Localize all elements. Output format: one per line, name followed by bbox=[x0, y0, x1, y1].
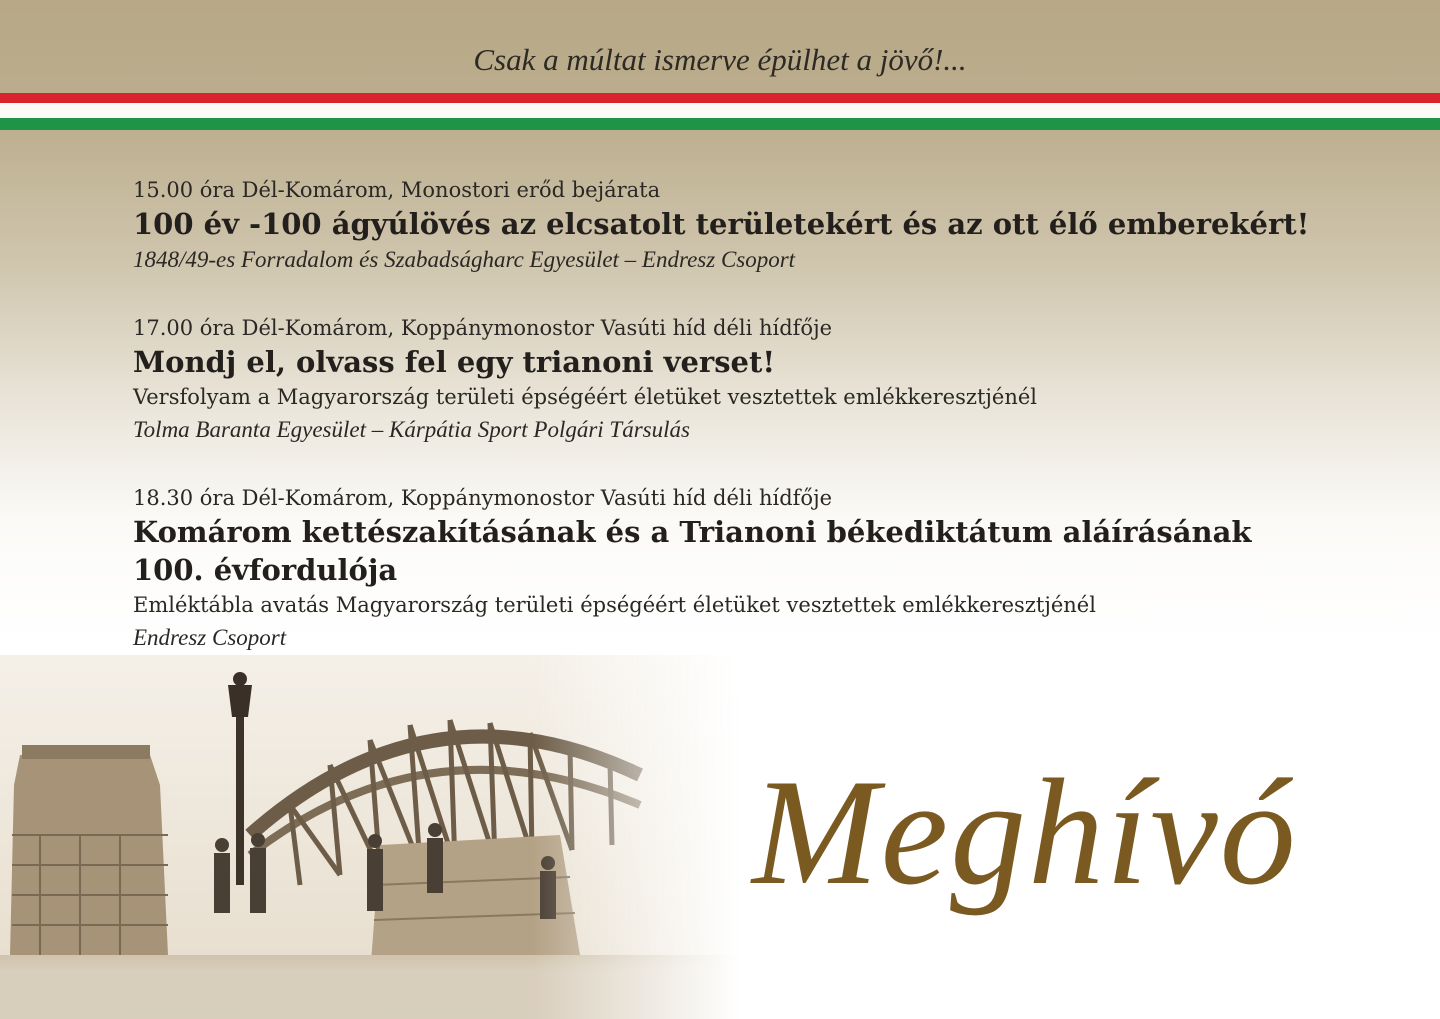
event-organizer: Tolma Baranta Egyesület – Kárpátia Sport Polgári Társulás bbox=[133, 417, 690, 442]
invitation-heading: Meghívó bbox=[752, 748, 1298, 916]
event-title: 100 év -100 ágyúlövés az elcsatolt területekért és az ott élő emberekért! bbox=[133, 207, 1310, 241]
event-time: 17.00 óra Dél-Komárom, Koppánymonostor Vasúti híd déli hídfője bbox=[133, 316, 833, 340]
event-title: Mondj el, olvass fel egy trianoni verset! bbox=[133, 345, 776, 379]
event-title-line-1: Komárom kettészakításának és a Trianoni békediktátum aláírásának bbox=[133, 515, 1252, 549]
event-1 bbox=[133, 175, 1309, 277]
event-organizer: Endresz Csoport bbox=[133, 625, 287, 650]
flag-red-stripe bbox=[0, 93, 1440, 103]
flag-white-stripe bbox=[0, 103, 1440, 118]
event-time: 15.00 óra Dél-Komárom, Monostori erőd bejárata bbox=[133, 178, 661, 202]
event-organizer: 1848/49-es Forradalom és Szabadságharc Egyesület – Endresz Csoport bbox=[133, 247, 796, 272]
event-3 bbox=[133, 483, 1251, 655]
motto: Csak a múltat ismerve épülhet a jövő!... bbox=[473, 42, 967, 77]
bridge-photo bbox=[0, 655, 740, 1019]
event-description: Versfolyam a Magyarország területi épségéért életüket vesztettek emlékkeresztjénél bbox=[133, 385, 1037, 409]
event-2 bbox=[133, 313, 1037, 447]
event-description: Emléktábla avatás Magyarország területi épségéért életüket vesztettek emlékkeresztjénél bbox=[133, 593, 1096, 617]
hungarian-flag-stripe bbox=[0, 93, 1440, 131]
event-title-line-2: 100. évfordulója bbox=[133, 553, 398, 587]
event-time: 18.30 óra Dél-Komárom, Koppánymonostor Vasúti híd déli hídfője bbox=[133, 486, 833, 510]
flag-green-stripe bbox=[0, 118, 1440, 130]
